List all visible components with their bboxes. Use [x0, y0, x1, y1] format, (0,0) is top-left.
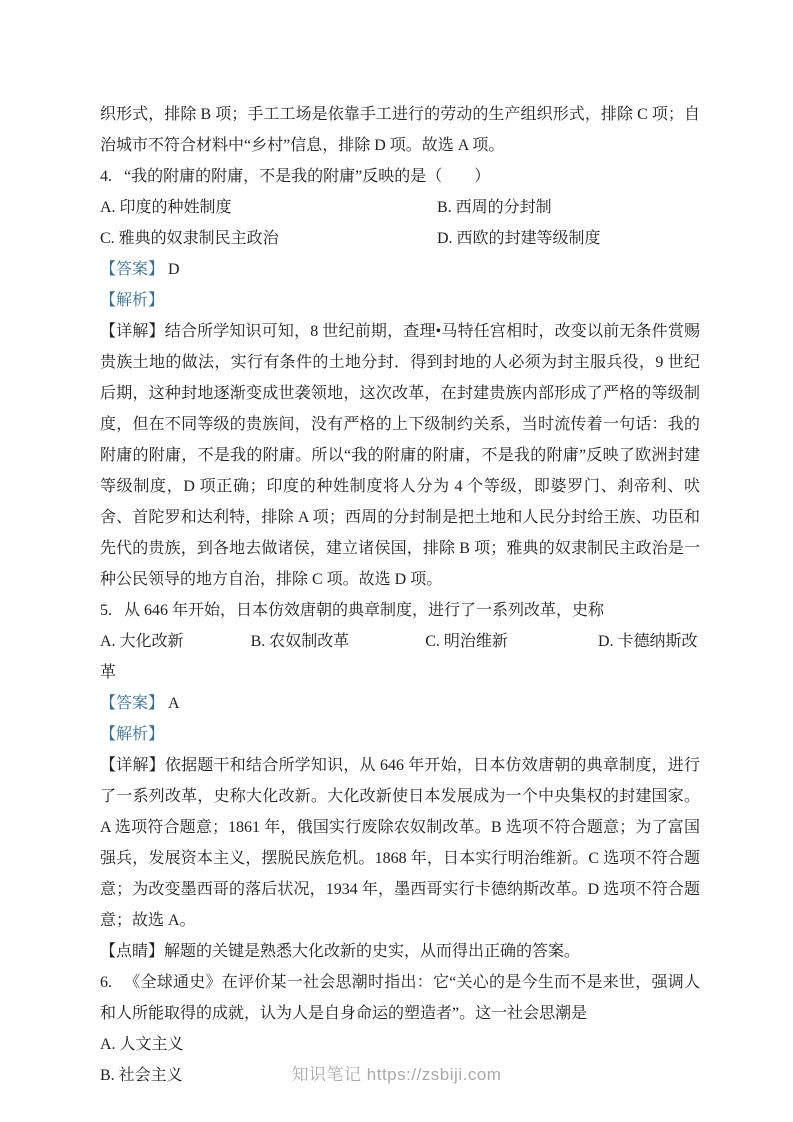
- answer-q5-label: 【答案】: [100, 695, 165, 712]
- answer-q4-label: 【答案】: [100, 261, 165, 278]
- option-q4-a: A. 印度的种姓制度: [100, 199, 232, 216]
- intro-continuation-text: 织形式，排除 B 项；手工工场是依靠手工进行的劳动的生产组织形式，排除 C 项；自治城市不符合材料中“乡村”信息，排除 D 项。故选 A 项。: [100, 106, 700, 154]
- question-5: [100, 595, 700, 626]
- option-q5-d: D. 卡德纳斯改革: [100, 633, 698, 681]
- option-q4-b: B. 西周的分封制: [437, 199, 552, 216]
- answer-q5: [100, 688, 700, 719]
- question-5-options: [100, 626, 700, 688]
- option-q6-a: A. 人文主义: [100, 1036, 184, 1053]
- footer-watermark: 知识笔记 https://zsbiji.com: [291, 1065, 502, 1084]
- question-6: [100, 967, 700, 1029]
- tip-q5-text: 【点睛】解题的关键是熟悉大化改新的史实，从而得出正确的答案。: [100, 943, 581, 960]
- question-5-stem: 从 646 年开始，日本仿效唐朝的典章制度，进行了一系列改革，史称: [124, 602, 605, 619]
- question-4-options: [100, 192, 700, 254]
- analysis-q5-label: 【解析】: [100, 726, 165, 743]
- option-q6-b: B. 社会主义: [100, 1067, 183, 1084]
- question-4: [100, 161, 700, 192]
- question-4-number: 4.: [100, 168, 112, 185]
- question-5-number: 5.: [100, 602, 112, 619]
- analysis-q4-label: 【解析】: [100, 292, 165, 309]
- question-6-number: 6.: [100, 974, 112, 991]
- answer-q5-value: A: [168, 695, 180, 712]
- detail-q4-text: 【详解】结合所学知识可知，8 世纪前期，查理•马特任宫相时，改变以前无条件赏赐贵族土地的做法，实行有条件的土地分封．得到封地的人必须为封主服兵役，9 世纪后期，这种封地逐渐变成世袭领地，这次改革，在封建贵族内部形成了严格的等级制度，但在不同等级的贵族间，没有严格的上下级制约关系，当时流传着一句话：我的附庸的附庸，不是我的附庸。所以“我的附庸的附庸，不是我的附庸”反映了欧洲封建等级制度，D 项正确；印度的种姓制度将人分为 4 个等级，即婆罗门、刹帝利、吠舍、首陀罗和达利特，排除 A 项；西周的分封制是把土地和人民分封给王族、功臣和先代的贵族，到各地去做诸侯，建立诸侯国，排除 B 项；雅典的奴隶制民主政治是一种公民领导的地方自治，排除 C 项。故选 D 项。: [100, 323, 700, 588]
- question-4-stem: “我的附庸的附庸，不是我的附庸”反映的是（ ）: [124, 168, 491, 185]
- option-q4-d: D. 西欧的封建等级制度: [437, 230, 601, 247]
- document-page: [100, 99, 700, 1091]
- answer-q4: [100, 254, 700, 285]
- question-6-stem: 《全球通史》在评价某一社会思潮时指出：它“关心的是今生而不是来世，强调人和人所能取得的成就，认为人是自身命运的塑造者”。这一社会思潮是: [100, 974, 700, 1022]
- option-q5-a: A. 大化改新: [100, 633, 184, 650]
- option-q4-c: C. 雅典的奴隶制民主政治: [100, 230, 279, 247]
- answer-q4-value: D: [168, 261, 180, 278]
- detail-q5-text: 【详解】依据题干和结合所学知识，从 646 年开始，日本仿效唐朝的典章制度，进行了一系列改革，史称大化改新。大化改新使日本发展成为一个中央集权的封建国家。A 选项符合题意；1861 年，俄国实行废除农奴制改革。B 选项不符合题意；为了富国强兵，发展资本主义，摆脱民族危机。1868 年，日本实行明治维新。C 选项不符合题意；为改变墨西哥的落后状况，1934 年，墨西哥实行卡德纳斯改革。D 选项不符合题意；故选 A。: [100, 757, 700, 929]
- option-q5-c: C. 明治维新: [425, 633, 508, 650]
- option-q5-b: B. 农奴制改革: [250, 633, 350, 650]
